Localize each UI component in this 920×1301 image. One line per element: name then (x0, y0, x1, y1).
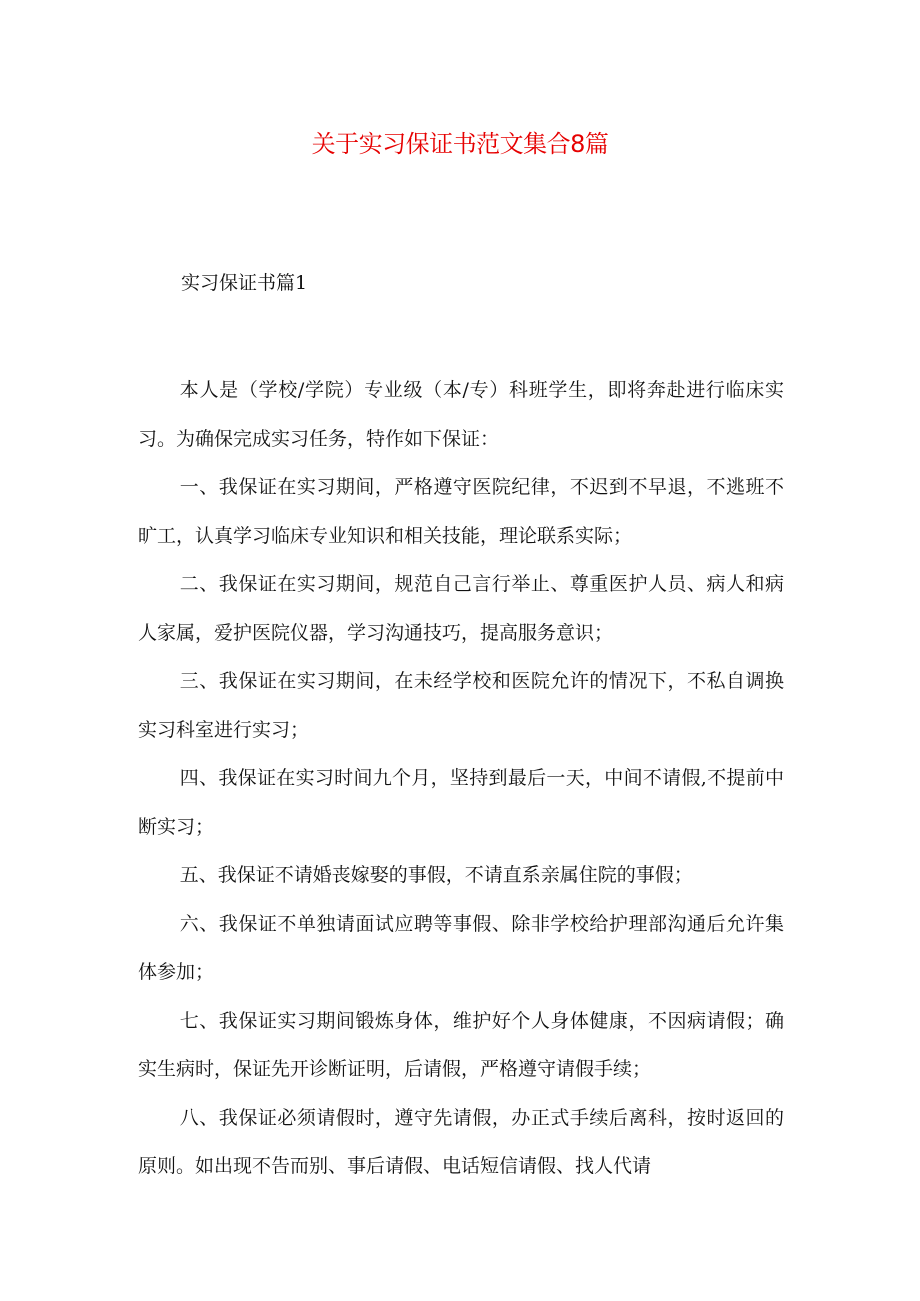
paragraph-item-8: 八、我保证必须请假时，遵守先请假，办正式手续后离科，按时返回的原则。如出现不告而别、事后请假、电话短信请假、找人代请 (138, 1106, 784, 1177)
paragraph-item-2: 二、我保证在实习期间，规范自己言行举止、尊重医护人员、病人和病人家属，爱护医院仪器，学习沟通技巧，提高服务意识； (138, 573, 784, 644)
paragraph-item-6: 六、我保证不单独请面试应聘等事假、除非学校给护理部沟通后允许集体参加； (138, 912, 784, 983)
paragraph-item-7: 七、我保证实习期间锻炼身体，维护好个人身体健康，不因病请假；确实生病时，保证先开诊断证明，后请假，严格遵守请假手续； (138, 1009, 784, 1080)
paragraph-item-4: 四、我保证在实习时间九个月，坚持到最后一天，中间不请假,不提前中断实习； (138, 767, 784, 838)
paragraph-intro: 本人是（学校/学院）专业级（本/专）科班学生，即将奔赴进行临床实习。为确保完成实习任务，特作如下保证： (138, 379, 784, 450)
paragraph-item-3: 三、我保证在实习期间，在未经学校和医院允许的情况下，不私自调换实习科室进行实习； (138, 670, 784, 741)
document-body (138, 366, 784, 1191)
document-title: 关于实习保证书范文集合8篇 (311, 130, 609, 158)
paragraph-item-5: 五、我保证不请婚丧嫁娶的事假，不请直系亲属住院的事假； (179, 864, 693, 886)
section-heading: 实习保证书篇1 (181, 272, 308, 294)
paragraph-item-1: 一、我保证在实习期间，严格遵守医院纪律，不迟到不早退，不逃班不旷工，认真学习临床专业知识和相关技能，理论联系实际； (138, 476, 784, 547)
